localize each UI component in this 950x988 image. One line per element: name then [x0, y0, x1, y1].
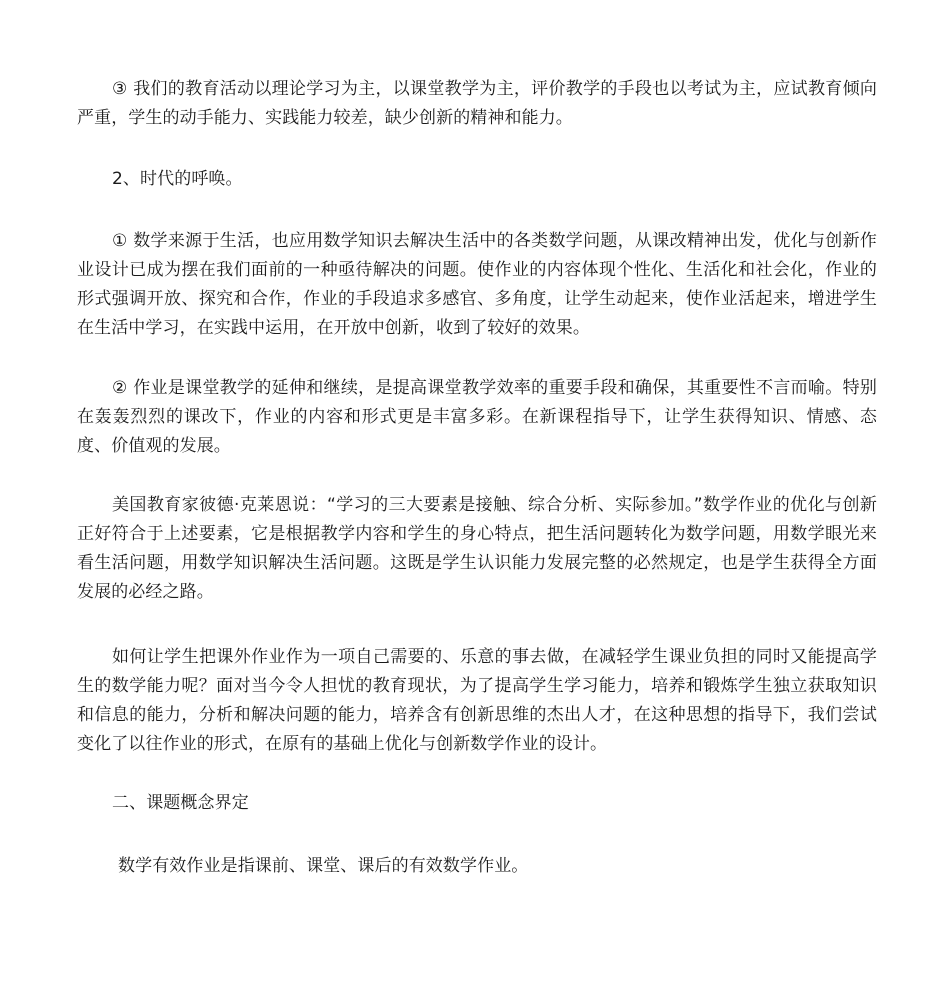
paragraph-math-from-life: ① 数学来源于生活，也应用数学知识去解决生活中的各类数学问题，从课改精神出发，优化与创新作业设计已成为摆在我们面前的一种亟待解决的问题。使作业的内容体现个性化、生活化和社会化，作业的形式强调开放、探究和合作，作业的手段追求多感官、多角度，让学生动起来，使作业活起来，增进学生在生活中学习，在实践中运用，在开放中创新，收到了较好的效果。 — [77, 231, 877, 338]
paragraph-how-to-motivate-students: 如何让学生把课外作业作为一项自己需要的、乐意的事去做，在减轻学生课业负担的同时又能提高学生的数学能力呢？面对当今令人担忧的教育现状，为了提高学生学习能力，培养和锻炼学生独立获取知识和信息的能力，分析和解决问题的能力，培养含有创新思维的杰出人才，在这种思想的指导下，我们尝试变化了以往作业的形式，在原有的基础上优化与创新数学作业的设计。 — [77, 647, 877, 754]
paragraph-homework-extension: ② 作业是课堂教学的延伸和继续，是提高课堂教学效率的重要手段和确保，其重要性不言而喻。特别在轰轰烈烈的课改下，作业的内容和形式更是丰富多彩。在新课程指导下，让学生获得知识、情感、态度、价值观的发展。 — [77, 378, 877, 456]
heading-call-of-the-times: 2、时代的呼唤。 — [112, 169, 243, 189]
paragraph-peter-kline-quote: 美国教育家彼德·克莱恩说：“学习的三大要素是接触、综合分析、实际参加。”数学作业的优化与创新正好符合于上述要素，它是根据教学内容和学生的身心特点，把生活问题转化为数学问题，用数学眼光来看生活问题，用数学知识解决生活问题。这既是学生认识能力发展完整的必然规定，也是学生获得全方面发展的必经之路。 — [77, 495, 877, 602]
heading-concept-definition: 二、课题概念界定 — [112, 793, 249, 813]
paragraph-effective-homework-definition: 数学有效作业是指课前、课堂、课后的有效数学作业。 — [118, 856, 529, 876]
paragraph-exam-oriented-education: ③ 我们的教育活动以理论学习为主，以课堂教学为主，评价教学的手段也以考试为主，应试教育倾向严重，学生的动手能力、实践能力较差，缺少创新的精神和能力。 — [77, 79, 877, 128]
